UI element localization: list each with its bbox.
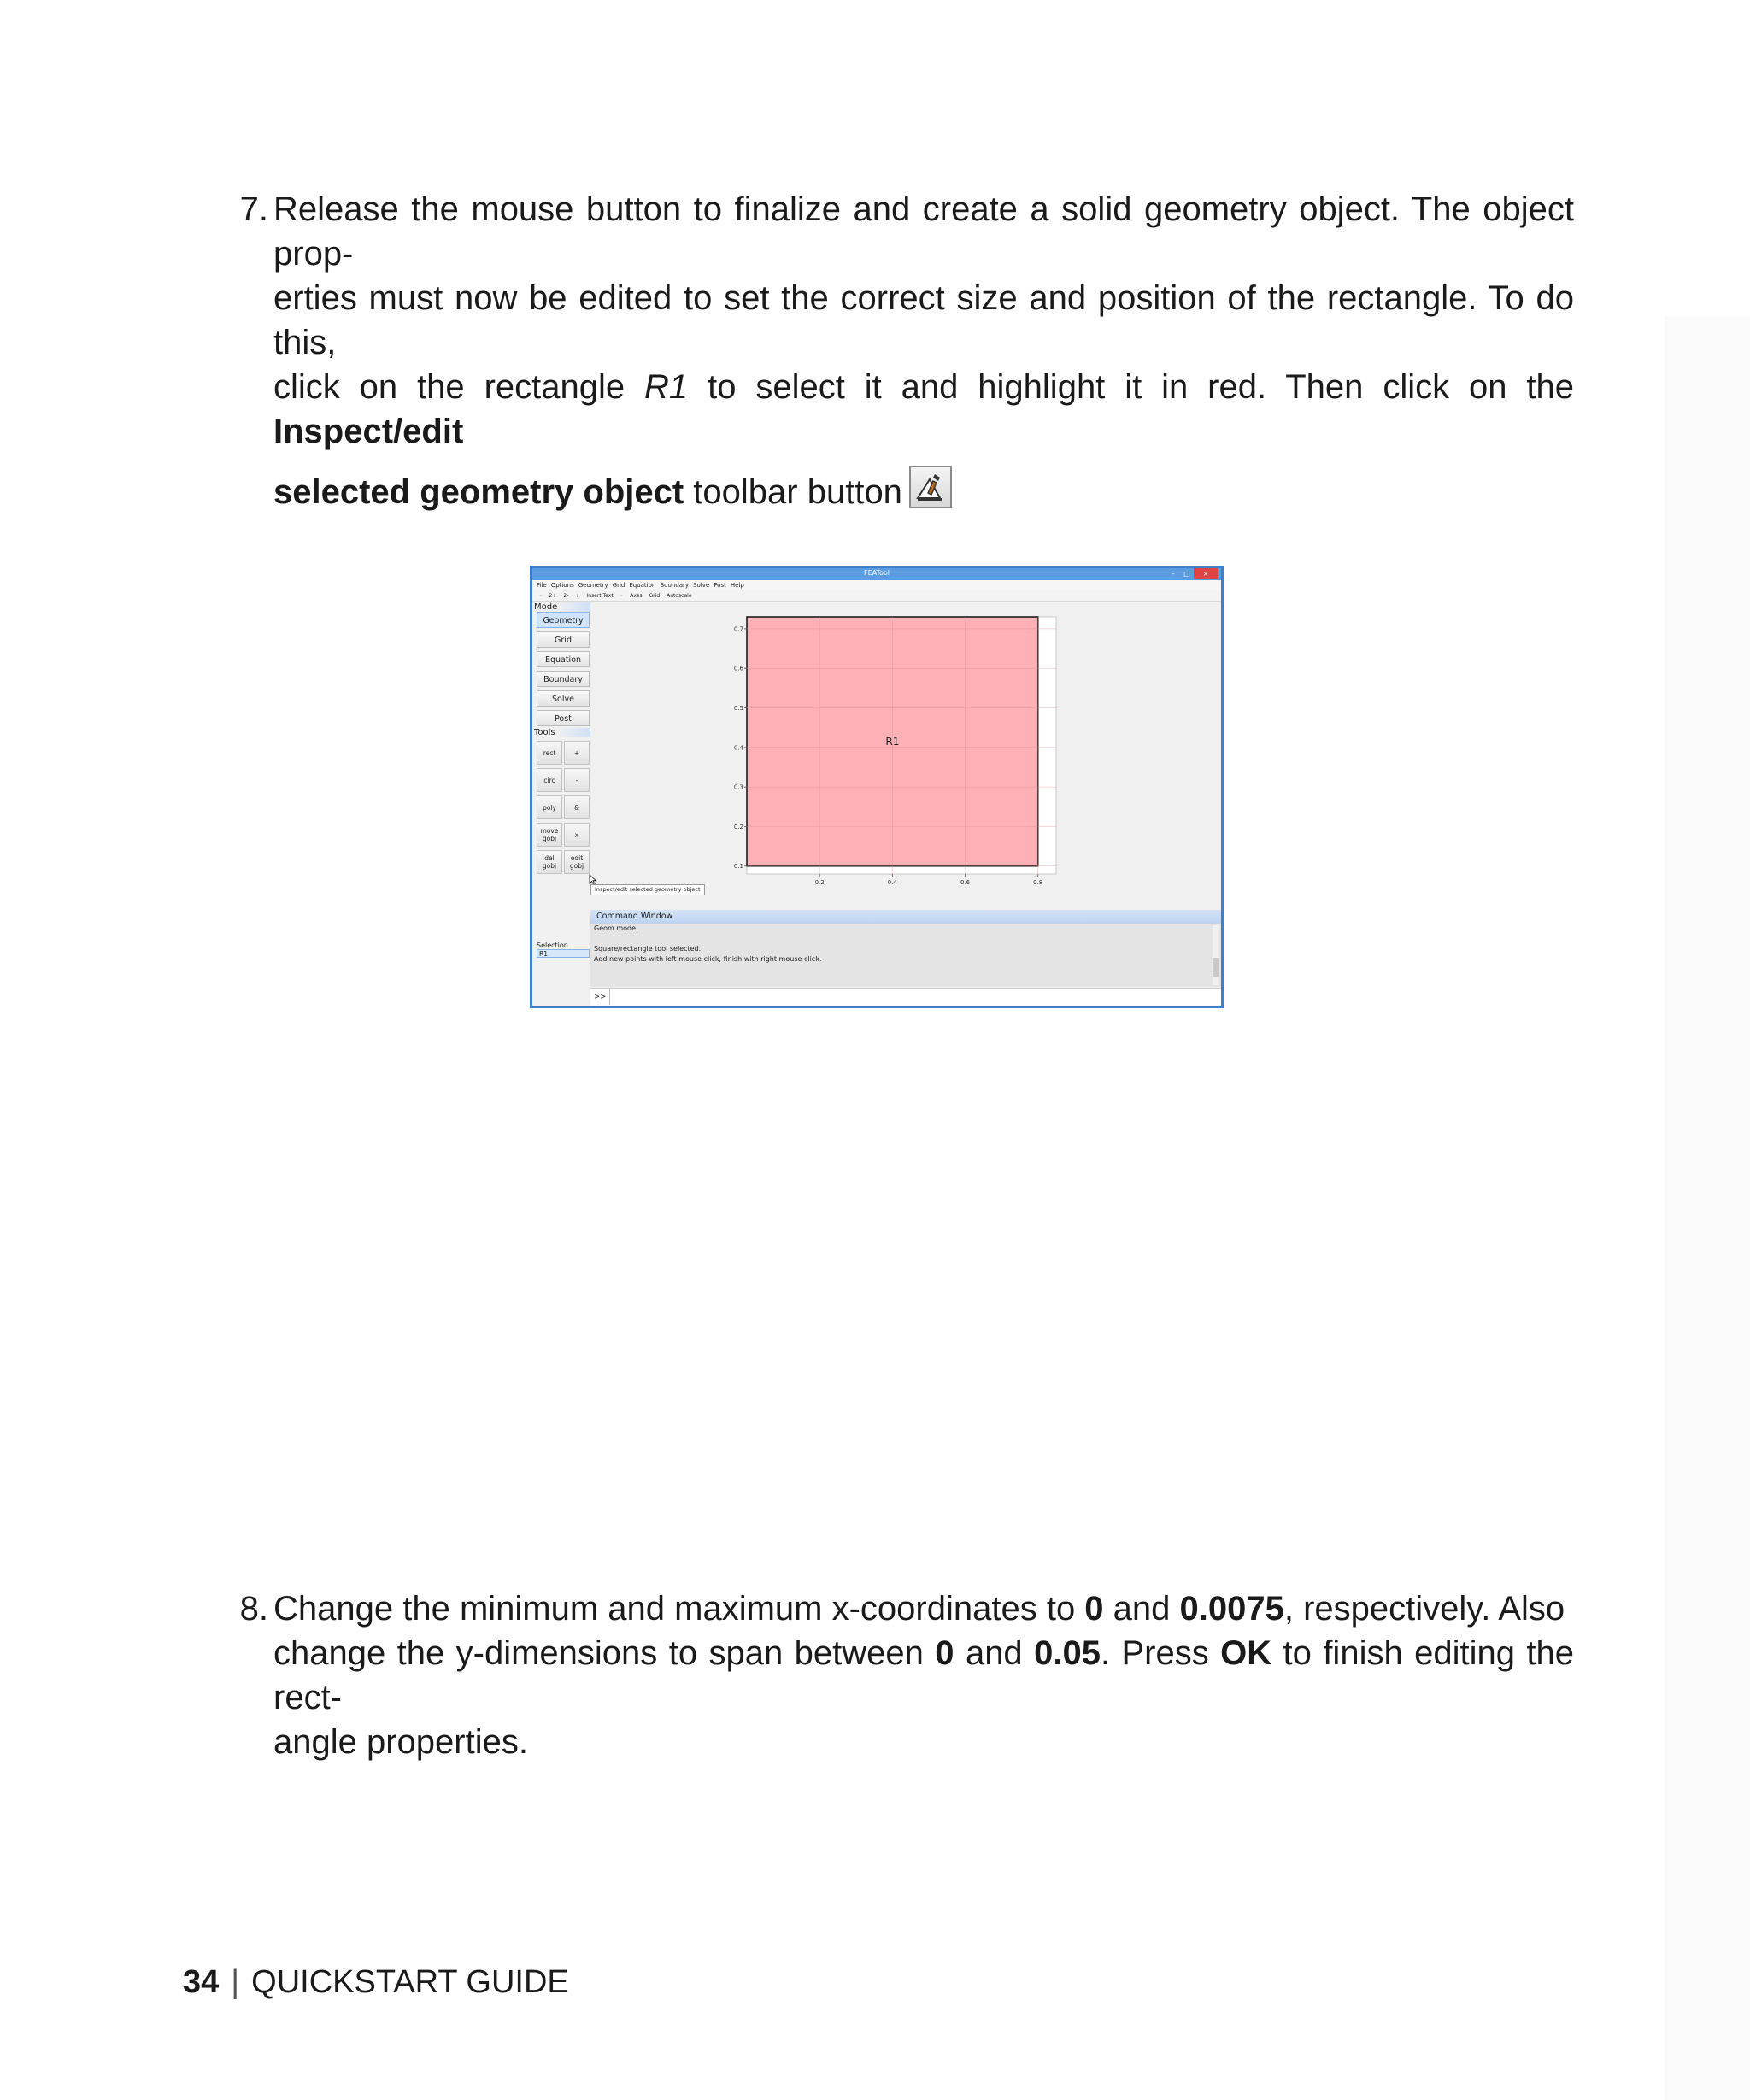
minimize-button[interactable]: –	[1172, 570, 1175, 578]
command-line	[594, 934, 1221, 944]
step-number: 8.	[239, 1590, 268, 1628]
step-8-line-3: angle properties.	[273, 1723, 528, 1761]
command-line: Square/rectangle tool selected.	[594, 945, 702, 953]
menu-options[interactable]: Options	[550, 582, 574, 589]
toolbar-zoom-in[interactable]: 2+	[549, 593, 557, 599]
text-run: click on the rectangle	[273, 368, 645, 406]
y-tick-label: 0.3	[733, 783, 743, 791]
mode-header: Mode	[534, 602, 590, 612]
command-input[interactable]	[590, 988, 1221, 1006]
toolbar	[532, 590, 1221, 602]
menu-grid[interactable]: Grid	[612, 582, 625, 589]
step-text	[273, 1587, 1574, 1764]
footer-separator: |	[231, 1964, 240, 2000]
y-tick-label: 0.5	[733, 705, 743, 713]
bold-value: 0.0075	[1179, 1590, 1284, 1628]
command-line: Add new points with left mouse click, finish with right mouse click.	[594, 955, 822, 963]
mode-geometry-button[interactable]: Geometry	[537, 612, 590, 628]
y-tick-label: 0.6	[733, 665, 743, 672]
x-tick-label: 0.8	[1033, 879, 1043, 886]
selection-list[interactable]: R1	[537, 949, 590, 958]
geometry-plot[interactable]	[733, 612, 1075, 888]
geometry-label: R1	[885, 735, 900, 748]
command-output	[590, 924, 1221, 987]
menu-boundary[interactable]: Boundary	[660, 582, 690, 589]
inspect-edit-geometry-icon	[909, 466, 952, 508]
tooltip: Inspect/edit selected geometry object	[590, 884, 705, 895]
scroll-thumb[interactable]	[1213, 958, 1219, 977]
text-run: and	[954, 1634, 1035, 1672]
step-7-line-2: erties must now be edited to set the correct size and position of the rectangle. To do this,	[273, 279, 1574, 361]
text-run: change the y-dimensions to span between	[273, 1634, 936, 1672]
toolbar-pan[interactable]: +	[575, 593, 580, 599]
y-tick-label: 0.1	[733, 863, 743, 871]
mode-equation-button[interactable]: Equation	[537, 651, 590, 667]
page-number: 34	[183, 1964, 220, 2000]
running-title: QUICKSTART GUIDE	[251, 1964, 569, 2000]
tools-header: Tools	[534, 728, 590, 737]
toolbar-insert-text[interactable]: Insert Text	[586, 593, 614, 599]
mode-boundary-button[interactable]: Boundary	[537, 671, 590, 687]
text-run: Change the minimum and maximum x-coordinates to	[273, 1590, 1085, 1628]
maximize-button[interactable]: □	[1183, 570, 1190, 578]
page-footer	[183, 1962, 569, 2003]
mode-grid-button[interactable]: Grid	[537, 631, 590, 648]
mode-post-button[interactable]: Post	[537, 710, 590, 726]
toolbar-grid[interactable]: Grid	[649, 593, 661, 599]
x-tick-label: 0.6	[960, 879, 971, 886]
sidebar	[534, 602, 590, 1006]
x-tick-label: 0.2	[814, 879, 825, 886]
step-8-line-1	[273, 1587, 1574, 1631]
step-text	[273, 187, 1574, 514]
command-scrollbar[interactable]	[1213, 925, 1219, 985]
text-run: . Press	[1100, 1634, 1221, 1672]
step-7-line-1: Release the mouse button to finalize and create a solid geometry object. The object prop-	[273, 191, 1574, 273]
union-tool-button[interactable]: +	[564, 741, 590, 765]
toolbar-axes[interactable]: Axes	[630, 593, 643, 599]
move-gobj-button[interactable]: move gobj	[537, 823, 562, 847]
menu-geometry[interactable]: Geometry	[578, 582, 608, 589]
command-line: Geom mode.	[594, 924, 638, 932]
command-window-header: Command Window	[590, 910, 1221, 924]
menu-equation[interactable]: Equation	[629, 582, 656, 589]
x-tick-label: 0.4	[887, 879, 897, 886]
mode-solve-button[interactable]: Solve	[537, 690, 590, 707]
step-8-line-2	[273, 1631, 1574, 1720]
text-run: and	[1103, 1590, 1180, 1628]
menu-solve[interactable]: Solve	[693, 582, 710, 589]
bold-term: selected geometry object	[273, 473, 684, 511]
text-run: , respectively. Also	[1283, 1590, 1565, 1628]
toolbar-zoom-out[interactable]: 2-	[563, 593, 569, 599]
edit-gobj-button[interactable]: edit gobj	[564, 850, 590, 874]
step-number: 7.	[239, 191, 268, 228]
toolbar-separator-icon: ◦	[620, 593, 624, 599]
poly-tool-button[interactable]: poly	[537, 795, 562, 819]
intersect-tool-button[interactable]: &	[564, 795, 590, 819]
bold-value: OK	[1220, 1634, 1272, 1672]
window-title: FEATool	[863, 569, 890, 577]
text-run: toolbar button	[684, 473, 902, 511]
text-run: to finish editing the rect-	[273, 1634, 1574, 1716]
xor-tool-button[interactable]: x	[564, 823, 590, 847]
bold-value: 0.05	[1034, 1634, 1101, 1672]
toolbar-new-icon[interactable]: ◦	[539, 593, 543, 599]
subtract-tool-button[interactable]: -	[564, 768, 590, 792]
y-tick-label: 0.2	[733, 823, 743, 830]
text-run: to select it and highlight it in red. Then click on the	[688, 368, 1574, 406]
bold-value: 0	[1084, 1590, 1104, 1628]
rect-tool-button[interactable]: rect	[537, 741, 562, 765]
page-edge-shade	[1665, 316, 1750, 2100]
prompt: >>	[594, 989, 610, 1005]
menu-bar	[532, 580, 1221, 590]
object-name: R1	[644, 368, 689, 406]
menu-help[interactable]: Help	[730, 582, 744, 589]
del-gobj-button[interactable]: del gobj	[537, 850, 562, 874]
bold-term: Inspect/edit	[273, 413, 464, 450]
featool-screenshot	[530, 566, 1224, 1008]
step-7-line-4	[273, 466, 1574, 514]
window-titlebar	[532, 568, 1221, 580]
y-tick-label: 0.4	[733, 744, 743, 752]
close-button[interactable]: ×	[1194, 568, 1218, 579]
bold-value: 0	[935, 1634, 954, 1672]
circ-tool-button[interactable]: circ	[537, 768, 562, 792]
toolbar-autoscale[interactable]: Autoscale	[667, 593, 692, 599]
y-tick-label: 0.7	[733, 625, 743, 633]
selection-label: Selection	[537, 941, 568, 949]
menu-post[interactable]: Post	[714, 582, 726, 589]
menu-file[interactable]: File	[537, 582, 547, 589]
step-7-line-3	[273, 365, 1574, 454]
